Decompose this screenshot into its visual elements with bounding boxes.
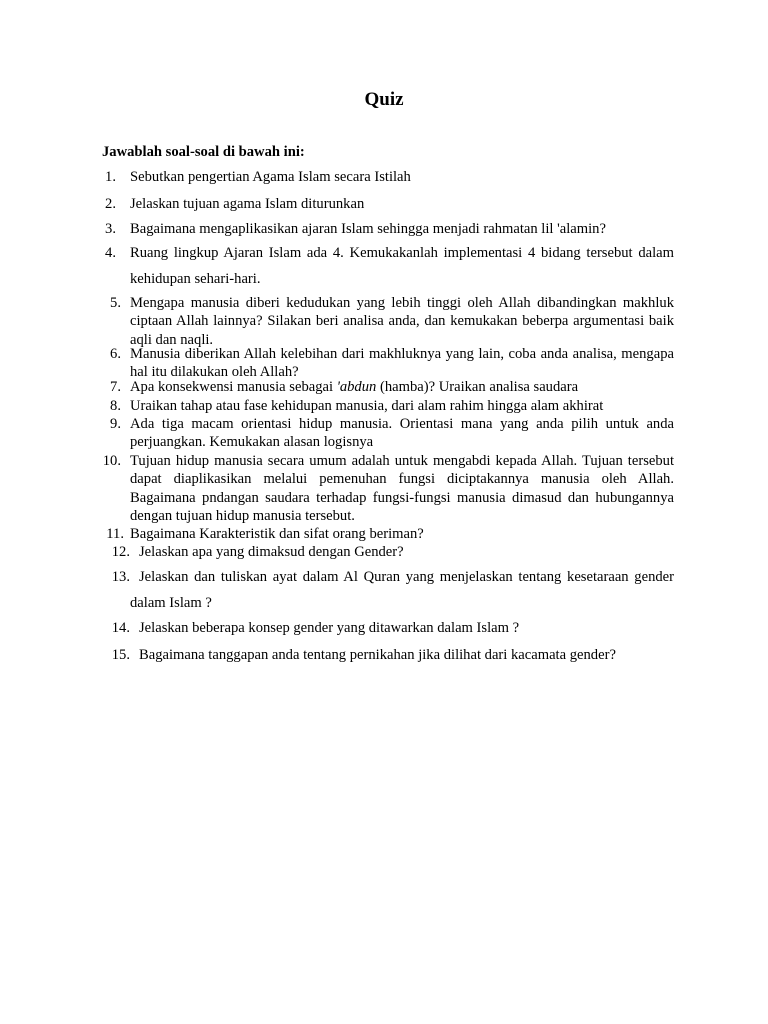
question-number: 10. <box>102 453 121 469</box>
question-number: 6. <box>110 346 121 362</box>
question-number: 5. <box>110 295 121 311</box>
page-title: Quiz <box>364 89 404 110</box>
question-text: Mengapa manusia diberi kedudukan yang lebih tinggi oleh Allah dibandingkan makhluk ciptaan Allah lainnya? Silakan beri analisa anda, dan kemukakan beberpa argumentasi baik aqli dan naqli. <box>130 295 674 348</box>
question-number: 9. <box>110 416 121 432</box>
question-number: 15. <box>111 647 130 663</box>
question-text: Bagaimana Karakteristik dan sifat orang beriman? <box>130 526 424 542</box>
question-text <box>130 378 674 396</box>
italic-term: 'abdun <box>336 379 377 395</box>
question-number: 3. <box>105 221 116 237</box>
question-text-part: Apa konsekwensi manusia sebagai <box>130 379 337 395</box>
question-number: 8. <box>110 398 121 414</box>
question-text: Ruang lingkup Ajaran Islam ada 4. Kemukakanlah implementasi 4 bidang tersebut dalam kehidupan sehari-hari. <box>130 245 674 287</box>
question-number: 2. <box>105 196 116 212</box>
question-text: Jelaskan beberapa konsep gender yang ditawarkan dalam Islam ? <box>139 620 520 636</box>
question-text: Uraikan tahap atau fase kehidupan manusia, dari alam rahim hingga alam akhirat <box>130 398 604 414</box>
question-text: Manusia diberikan Allah kelebihan dari makhluknya yang lain, coba anda analisa, mengapa hal itu dilakukan oleh Allah? <box>130 346 674 381</box>
question-text: Tujuan hidup manusia secara umum adalah untuk mengabdi kepada Allah. Tujuan tersebut dapat diaplikasikan melalui pemenuhan fungsi diciptakannya manusia oleh Allah. Bagaimana pndangan saudara terhadap fungsi-fungsi manusia dimasud dan hubungannya dengan tujuan hidup manusia tersebut. <box>130 453 674 524</box>
instruction-text: Jawablah soal-soal di bawah ini: <box>102 144 305 160</box>
question-text: Ada tiga macam orientasi hidup manusia. Orientasi mana yang anda pilih untuk anda perjuangkan. Kemukakan alasan logisnya <box>130 416 674 451</box>
question-number: 7. <box>110 379 121 395</box>
question-number: 13. <box>111 569 130 585</box>
question-number: 1. <box>105 169 116 185</box>
question-number: 11. <box>106 526 124 542</box>
question-text: Bagaimana mengaplikasikan ajaran Islam sehingga menjadi rahmatan lil 'alamin? <box>130 221 606 237</box>
question-number: 12. <box>111 544 130 560</box>
question-text: Jelaskan dan tuliskan ayat dalam Al Quran yang menjelaskan tentang kesetaraan gender dalam Islam ? <box>130 569 674 611</box>
question-text-part: (hamba)? Uraikan analisa saudara <box>376 379 579 395</box>
question-text: Jelaskan apa yang dimaksud dengan Gender? <box>139 544 404 560</box>
question-text: Bagaimana tanggapan anda tentang pernikahan jika dilihat dari kacamata gender? <box>139 647 616 663</box>
question-text: Sebutkan pengertian Agama Islam secara Istilah <box>130 169 411 185</box>
question-number: 14. <box>111 620 130 636</box>
question-number: 4. <box>105 245 116 261</box>
question-text: Jelaskan tujuan agama Islam diturunkan <box>130 196 365 212</box>
